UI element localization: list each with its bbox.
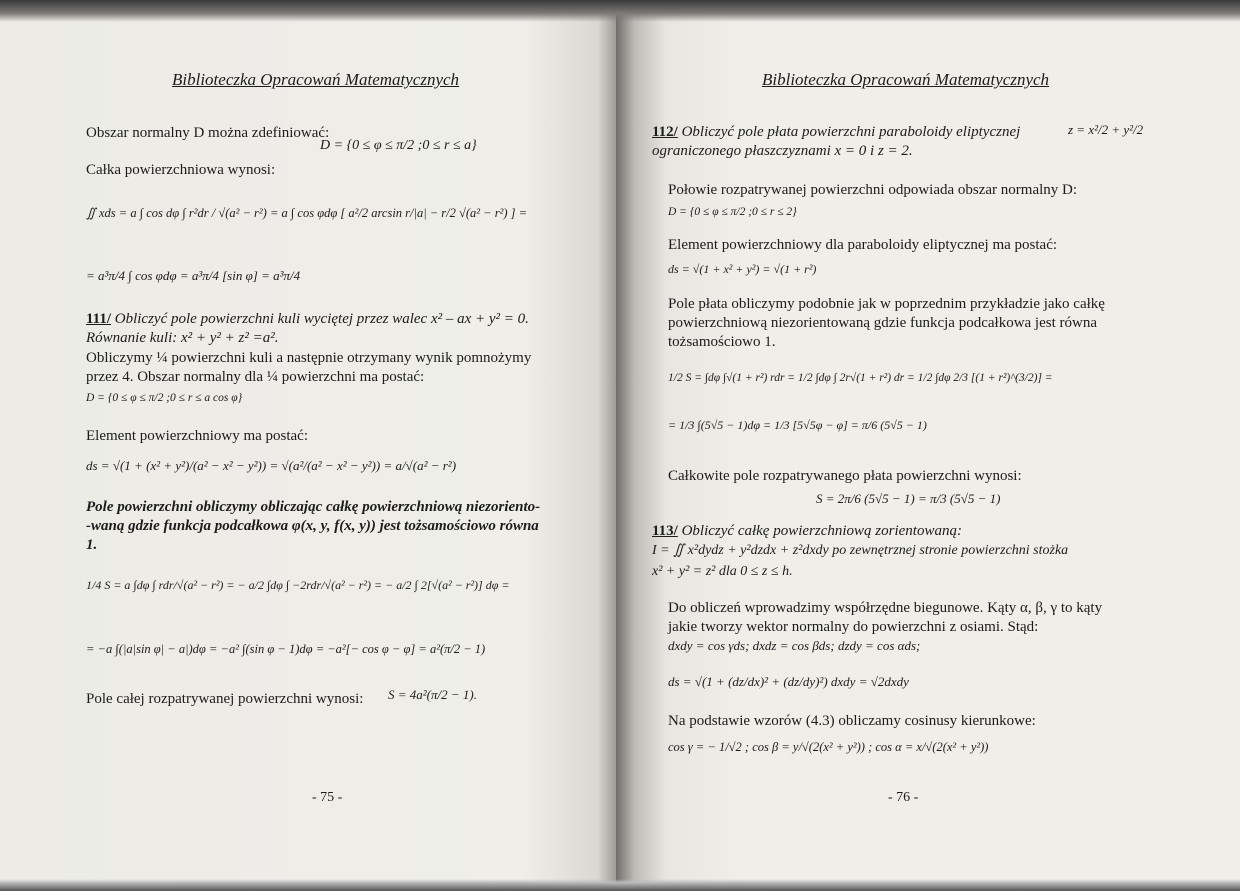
formula-integral: = a³π/4 ∫ cos φdφ = a³π/4 [sin φ] = a³π/4 <box>86 268 301 283</box>
bold-text: Pole powierzchni obliczymy obliczając całkę powierzchniową niezoriento- <box>86 499 541 515</box>
text-line: powierzchniową niezorientowaną gdzie funkcja podcałkowa jest równa <box>668 315 1097 331</box>
text-line: Do obliczeń wprowadzimy współrzędne biegunowe. Kąty α, β, γ to kąty <box>668 600 1103 616</box>
formula-total: S = 4a²(π/2 − 1). <box>388 687 477 702</box>
problem-cone: x² + y² = z² dla 0 ≤ z ≤ h. <box>652 564 793 579</box>
page-number: - 75 - <box>312 790 343 805</box>
formula-half: 1/2 S = ∫dφ ∫√(1 + r²) rdr = 1/2 ∫dφ ∫ 2r√(1 + r²) dr = 1/2 ∫dφ 2/3 [(1 + r²)^(3/2)] = <box>668 372 1053 384</box>
text-line: Połowie rozpatrywanej powierzchni odpowiada obszar normalny D: <box>668 182 1078 198</box>
formula-total: S = 2π/6 (5√5 − 1) = π/3 (5√5 − 1) <box>816 491 1001 506</box>
bold-text: 1. <box>86 537 98 553</box>
formula-dxdy: dxdy = cos γds; dxdz = cos βds; dzdy = cos αds; <box>668 638 921 653</box>
formula-paraboloid: z = x²/2 + y²/2 <box>1068 122 1144 137</box>
text-line: Całkowite pole rozpatrywanego płata powierzchni wynosi: <box>668 468 1022 484</box>
problem-text: Obliczyć pole powierzchni kuli wyciętej przez walec x² – ax + y² = 0. <box>114 311 529 327</box>
text-line: Pole całej rozpatrywanej powierzchni wynosi: <box>86 691 364 707</box>
problem-number: 111/ <box>86 311 112 327</box>
formula-quarter: = −a ∫(|a|sin φ| − a|)dφ = −a² ∫(sin φ − 1)dφ = −a²[− cos φ − φ] = a²(π/2 − 1) <box>86 642 486 656</box>
problem-text: Obliczyć pole płata powierzchni paraboloidy eliptycznej <box>681 124 1021 140</box>
problem-text: Równanie kuli: x² + y² + z² =a². <box>86 330 279 346</box>
formula-ds: ds = √(1 + (dz/dx)² + (dz/dy)²) dxdy = √2dxdy <box>668 674 909 689</box>
formula-integral: ∬ xds = a ∫ cos dφ ∫ r²dr / √(a² − r²) = a ∫ cos φdφ [ a²/2 arcsin r/|a| − r/2 √(a² − r²) ] = <box>86 206 528 220</box>
text-line: Element powierzchniowy dla paraboloidy eliptycznej ma postać: <box>668 237 1058 253</box>
bold-text: -waną gdzie funkcja podcałkowa φ(x, y, f(x, y)) jest tożsamościowo równa <box>86 518 539 534</box>
formula-ds: ds = √(1 + (x² + y²)/(a² − x² − y²)) = √(a²/(a² − x² − y²)) = a/√(a² − r²) <box>86 458 457 473</box>
scan-top-shadow <box>0 0 1240 22</box>
formula-domain: D = {0 ≤ φ ≤ π/2 ;0 ≤ r ≤ a} <box>320 138 477 153</box>
page-header: Biblioteczka Opracowań Matematycznych <box>762 70 1050 89</box>
page-number: - 76 - <box>888 790 919 805</box>
text-line: Na podstawie wzorów (4.3) obliczamy cosinusy kierunkowe: <box>668 713 1036 729</box>
page-header: Biblioteczka Opracowań Matematycznych <box>172 70 460 89</box>
problem-integral: I = ∬ x²dydz + y²dzdx + z²dxdy po zewnętrznej stronie powierzchni stożka <box>652 543 1069 558</box>
formula-domain: D = {0 ≤ φ ≤ π/2 ;0 ≤ r ≤ 2} <box>668 206 797 218</box>
text-line: Obliczymy ¼ powierzchni kuli a następnie otrzymany wynik pomnożymy <box>86 350 532 366</box>
problem-112 <box>652 123 1020 141</box>
formula-quarter: 1/4 S = a ∫dφ ∫ rdr/√(a² − r²) = − a/2 ∫dφ ∫ −2rdr/√(a² − r²) = − a/2 ∫ 2[√(a² − r²)] dφ = <box>86 578 510 592</box>
text-line: przez 4. Obszar normalny dla ¼ powierzchni ma postać: <box>86 369 425 385</box>
problem-number: 112/ <box>652 124 678 140</box>
left-page <box>0 0 616 891</box>
problem-number: 113/ <box>652 523 678 539</box>
formula-half: = 1/3 ∫(5√5 − 1)dφ = 1/3 [5√5φ − φ] = π/6 (5√5 − 1) <box>668 418 927 432</box>
scan-bottom-shadow <box>0 879 1240 891</box>
right-page <box>616 0 1240 891</box>
problem-text: Obliczyć całkę powierzchniową zorientowaną: <box>681 523 962 539</box>
text-line: Pole płata obliczymy podobnie jak w poprzednim przykładzie jako całkę <box>668 296 1105 312</box>
formula-domain: D = {0 ≤ φ ≤ π/2 ;0 ≤ r ≤ a cos φ} <box>86 392 243 404</box>
problem-113 <box>652 522 962 540</box>
problem-text: ograniczonego płaszczyznami x = 0 i z = 2. <box>652 143 913 159</box>
text-line: Całka powierzchniowa wynosi: <box>86 162 276 178</box>
formula-ds: ds = √(1 + x² + y²) = √(1 + r²) <box>668 262 817 276</box>
problem-111 <box>86 310 529 328</box>
text-line: Obszar normalny D można zdefiniować: <box>86 125 330 141</box>
text-line: jakie tworzy wektor normalny do powierzchni z osiami. Stąd: <box>668 619 1039 635</box>
text-line: Element powierzchniowy ma postać: <box>86 428 309 444</box>
formula-cos: cos γ = − 1/√2 ; cos β = y/√(2(x² + y²)) ; cos α = x/√(2(x² + y²)) <box>668 740 989 754</box>
text-line: tożsamościowo 1. <box>668 334 776 350</box>
